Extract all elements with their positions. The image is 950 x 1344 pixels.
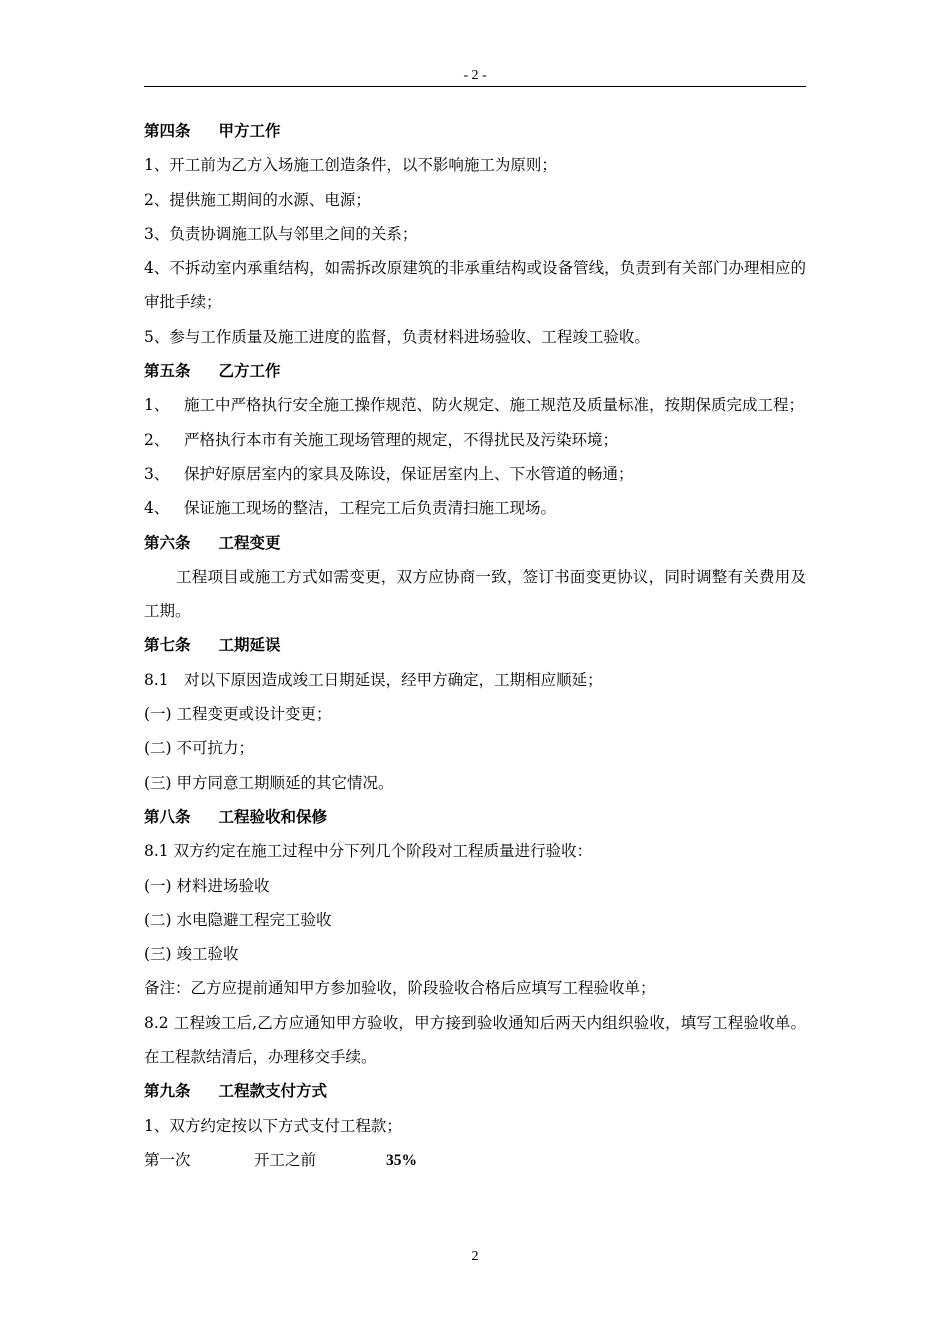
list-item: [144, 457, 806, 491]
section-number: 第九条: [144, 1081, 191, 1101]
section-number: 第五条: [144, 361, 191, 381]
list-item: (一) 工程变更或设计变更；: [144, 705, 332, 724]
list-item: (一) 材料进场验收: [144, 876, 270, 895]
header-page-label: - 2 -: [463, 68, 487, 83]
list-item: [144, 388, 806, 422]
list-item: 8.1 双方约定在施工过程中分下列几个阶段对工程质量进行验收：: [144, 842, 593, 861]
section-heading: [144, 1074, 806, 1108]
payment-row: [144, 1143, 806, 1178]
document-body: [144, 114, 806, 1178]
section-title: 工程验收和保修: [218, 806, 328, 826]
list-number: 3、: [144, 464, 170, 483]
list-text: 严格执行本市有关施工现场管理的规定，不得扰民及污染环境；: [184, 430, 619, 449]
list-item: 2、提供施工期间的水源、电源；: [144, 190, 371, 209]
list-item: 4、不拆动室内承重结构，如需拆改原建筑的非承重结构或设备管线，负责到有关部门办理相应的审批手续；: [144, 259, 806, 312]
list-number: 4、: [144, 499, 170, 518]
section-heading: [144, 114, 806, 148]
list-item: 8.1 对以下原因造成竣工日期延误，经甲方确定，工期相应顺延；: [144, 670, 603, 689]
section-number: 第六条: [144, 532, 191, 552]
list-item: 备注：乙方应提前通知甲方参加验收，阶段验收合格后应填写工程验收单；: [144, 979, 656, 998]
section-heading: [144, 800, 806, 834]
section-title: 甲方工作: [218, 121, 281, 140]
payment-timing: 开工之前: [254, 1150, 317, 1169]
payment-installment: 第一次: [144, 1150, 191, 1169]
section-title: 工期延误: [218, 635, 281, 655]
section-number: 第八条: [144, 806, 191, 826]
list-item: (二) 不可抗力；: [144, 739, 255, 758]
paragraph: 工程项目或施工方式如需变更，双方应协商一致，签订书面变更协议，同时调整有关费用及工期。: [144, 567, 806, 621]
list-item: (二) 水电隐避工程完工验收: [144, 910, 332, 929]
list-number: 1、: [144, 396, 170, 415]
list-item: (三) 竣工验收: [144, 945, 239, 964]
header-rule: [144, 86, 806, 87]
list-text: 保护好原居室内的家具及陈设，保证居室内上、下水管道的畅通；: [184, 464, 634, 483]
section-number: 第七条: [144, 635, 191, 655]
list-item: 3、负责协调施工队与邻里之间的关系；: [144, 224, 418, 243]
list-text: 施工中严格执行安全施工操作规范、防火规定、施工规范及质量标准，按期保质完成工程；: [184, 396, 805, 415]
list-item: 1、双方约定按以下方式支付工程款；: [144, 1116, 402, 1135]
section-title: 工程变更: [218, 532, 281, 552]
list-text: 保证施工现场的整洁，工程完工后负责清扫施工现场。: [184, 499, 557, 518]
list-item: 1、开工前为乙方入场施工创造条件，以不影响施工为原则；: [144, 156, 557, 175]
payment-percentage: 35%: [386, 1151, 417, 1169]
list-item: (三) 甲方同意工期顺延的其它情况。: [144, 773, 394, 792]
list-item: 5、参与工作质量及施工进度的监督，负责材料进场验收、工程竣工验收。: [144, 327, 650, 346]
section-number: 第四条: [144, 121, 191, 140]
list-item: 8.2 工程竣工后,乙方应通知甲方验收，甲方接到验收通知后两天内组织验收，填写工程验收单。在工程款结清后，办理移交手续。: [144, 1013, 806, 1067]
list-item: [144, 423, 806, 457]
list-number: 2、: [144, 430, 170, 449]
footer-page-number: 2: [471, 1249, 479, 1264]
list-item: [144, 491, 806, 525]
section-heading: [144, 526, 806, 560]
section-heading: [144, 354, 806, 388]
section-title: 工程款支付方式: [218, 1081, 328, 1101]
section-title: 乙方工作: [218, 361, 281, 381]
section-heading: [144, 628, 806, 662]
